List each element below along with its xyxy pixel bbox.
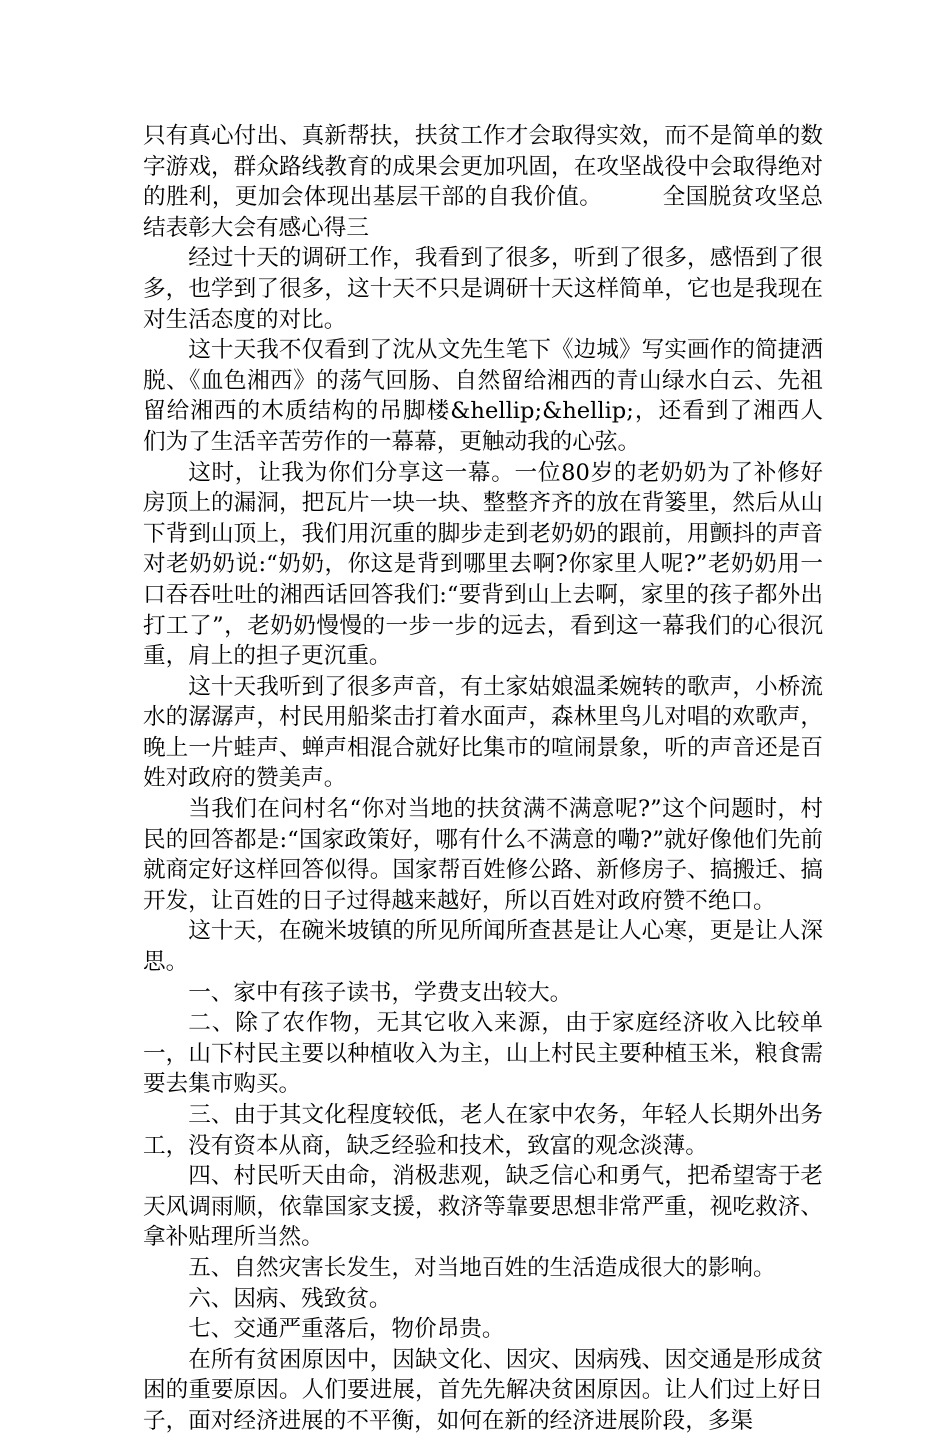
body-paragraph: 当我们在问村名“你对当地的扶贫满不满意呢?”这个问题时，村民的回答都是:“国家政策好，哪有什么不满意的嘞?”就好像他们先前就商定好这样回答似得。国家帮百姓修公路、新修房子、搞搬迁、搞开发，让百姓的日子过得越来越好，所以百姓对政府赞不绝口。 — [143, 796, 823, 914]
body-paragraph: 这十天我不仅看到了沈从文先生笔下《边城》写实画作的简捷洒脱、《血色湘西》的荡气回肠、自然留给湘西的青山绿水白云、先祖留给湘西的木质结构的吊脚楼&hellip;&hellip;，还看到了湘西人们为了生活辛苦劳作的一幕幕，更触动我的心弦。 — [143, 337, 823, 455]
list-item: 四、村民听天由命，消极悲观，缺乏信心和勇气，把希望寄于老天风调雨顺，依靠国家支援，救济等靠要思想非常严重，视吃救济、拿补贴理所当然。 — [143, 1163, 823, 1251]
list-item: 五、自然灾害长发生，对当地百姓的生活造成很大的影响。 — [188, 1254, 776, 1281]
body-paragraph: 这十天我听到了很多声音，有土家姑娘温柔婉转的歌声，小桥流水的潺潺声，村民用船桨击打着水面声，森林里鸟儿对唱的欢歌声，晚上一片蛙声、蝉声相混合就好比集市的喧闹景象，听的声音还是百姓对政府的赞美声。 — [143, 673, 823, 792]
lead-text: 只有真心付出、真新帮扶，扶贫工作才会取得实效，而不是简单的数字游戏，群众路线教育的成果会更加巩固，在攻坚战役中会取得绝对的胜利，更加会体现出基层干部的自我价值。 — [143, 123, 823, 211]
section-title: 全国脱贫攻坚总结表彰大会有感心得三 — [143, 184, 824, 241]
document-body — [143, 121, 823, 1437]
list-item: 六、因病、残致贫。 — [188, 1285, 392, 1312]
list-item: 七、交通严重落后，物价昂贵。 — [188, 1316, 505, 1343]
body-paragraph: 在所有贫困原因中，因缺文化、因灾、因病残、因交通是形成贫困的重要原因。人们要进展，首先先解决贫困原因。让人们过上好日子，面对经济进展的不平衡，如何在新的经济进展阶段，多渠 — [143, 1346, 823, 1434]
list-item: 一、家中有孩子读书，学费支出较大。 — [188, 979, 573, 1006]
body-paragraph: 这时，让我为你们分享这一幕。一位80岁的老奶奶为了补修好房顶上的漏洞，把瓦片一块一块、整整齐齐的放在背篓里，然后从山下背到山顶上，我们用沉重的脚步走到老奶奶的跟前，用颤抖的声音对老奶奶说:“奶奶，你这是背到哪里去啊?你家里人呢?”老奶奶用一口吞吞吐吐的湘西话回答我们:“要背到山上去啊，家里的孩子都外出打工了”，老奶奶慢慢的一步一步的远去，看到这一幕我们的心很沉重，肩上的担子更沉重。 — [143, 459, 823, 670]
body-paragraph: 经过十天的调研工作，我看到了很多，听到了很多，感悟到了很多，也学到了很多，这十天不只是调研十天这样简单，它也是我现在对生活态度的对比。 — [143, 245, 823, 333]
body-paragraph: 这十天，在碗米坡镇的所见所闻所查甚是让人心寒，更是让人深思。 — [143, 918, 823, 976]
lead-paragraph — [143, 121, 823, 243]
list-item: 二、除了农作物，无其它收入来源，由于家庭经济收入比较单一，山下村民主要以种植收入为主，山上村民主要种植玉米，粮食需要去集市购买。 — [143, 1010, 823, 1098]
list-item: 三、由于其文化程度较低，老人在家中农务，年轻人长期外出务工，没有资本从商，缺乏经验和技术，致富的观念淡薄。 — [143, 1102, 823, 1159]
